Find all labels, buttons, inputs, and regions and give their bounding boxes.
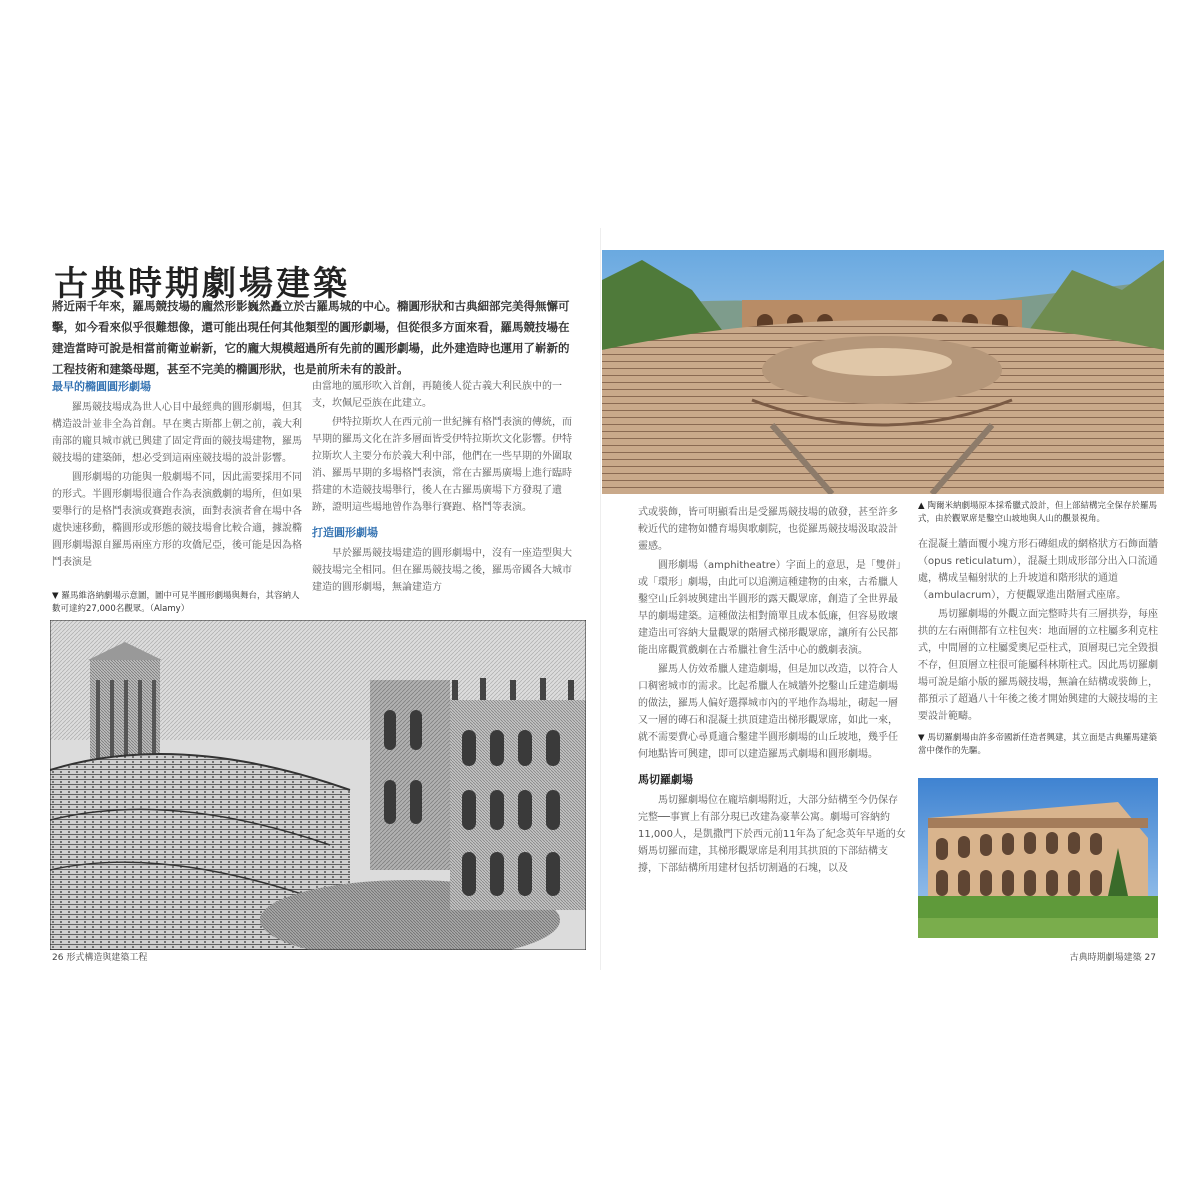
body-paragraph: 圓形劇場的功能與一般劇場不同，因此需要採用不同的形式。半圓形劇場很適合作為表演戲劇的場所，但如果要舉行的是格鬥表演或賽跑表演，面對表演者會在場中各處快速移動，橢圓形或形態的競技場會比較合適，據說橢圓形劇場源自羅馬兩座方形的攻僑尼亞，後可能是因為格鬥表演是 xyxy=(52,472,302,568)
page-title: 古典時期劇場建築 xyxy=(54,264,350,304)
photo-caption-bottom xyxy=(918,732,1158,758)
section-heading: 最早的橢圓圓形劇場 xyxy=(52,380,151,393)
photo-taormina-theater xyxy=(602,250,1164,494)
photo-marcellus-theater xyxy=(918,778,1158,938)
body-paragraph: 在混凝土牆面覆小塊方形石磚組成的網格狀方石飾面牆（opus reticulatum），混凝土則成形部分出入口流通處，構成呈輻射狀的上升坡道和階形狀的通道（ambulacrum），方便觀眾進出階層式座席。 xyxy=(918,539,1158,601)
right-column-1 xyxy=(638,504,906,879)
body-paragraph: 伊特拉斯坎人在西元前一世紀擁有格鬥表演的傳統，而早期的羅馬文化在許多層面皆受伊特拉斯坎文化影響。伊特拉斯坎人主要分布於義大利中部，他們在一些早期的外圍取消、羅馬早期的多場格鬥表演，常在古羅馬廣場上進行臨時搭建的木造競技場舉行，後人在古羅馬廣場下方發現了遺跡，證明這些場地曾作為舉行賽跑、格鬥等表演。 xyxy=(312,417,572,513)
image-caption xyxy=(52,590,302,616)
section-heading: 馬切羅劇場 xyxy=(638,773,693,786)
intro-paragraph: 將近兩千年來，羅馬競技場的龐然形影巍然矗立於古羅馬城的中心。橢圓形狀和古典細部完美得無懈可擊，如今看來似乎很難想像，還可能出現任何其他類型的圓形劇場，但從很多方面來看，羅馬競技場在建造當時可說是相當前衛並嶄新，它的龐大規模超過所有先前的圓形劇場，此外建造時也運用了嶄新的工程技術和建築母題，甚至不完美的橢圓形狀，也是前所未有的設計。 xyxy=(52,299,570,376)
caption-arrow-icon: ▼ xyxy=(52,591,59,601)
body-paragraph: 早於羅馬競技場建造的圓形劇場中，沒有一座造型與大競技場完全相同。但在羅馬競技場之後，羅馬帝國各大城市建造的圓形劇場，無論建造方 xyxy=(312,548,572,593)
section-heading: 打造圓形劇場 xyxy=(312,526,378,539)
body-paragraph: 馬切羅劇場位在龐培劇場附近，大部分結構至今仍保存完整──事實上有部分現已改建為豪華公寓。劇場可容納約11,000人，是凱撒門下於西元前11年為了紀念英年早逝的女婿馬切羅而建，其梯形觀眾席是利用其拱頂的下部結構支撐，下部結構所用建材包括切割過的石塊，以及 xyxy=(638,795,906,874)
body-paragraph: 圓形劇場（amphitheatre）字面上的意思，是「雙併」或「環形」劇場，由此可以追溯這種建物的由來，古希臘人鑿空山丘斜坡興建出半圓形的露天觀眾席，創造了全世界最早的劇場建築。這種做法相對簡單且成本低廉，但容易敗壞建造出可容納大量觀眾的階層式梯形觀眾席，讓所有公民都能出席觀賞戲劇在古希臘社會生活中心的戲劇表演。 xyxy=(638,560,906,656)
body-paragraph: 由當地的風形吹入首創，再隨後人從古義大利民族中的一支，坎佩尼亞族在此建立。 xyxy=(312,381,562,409)
body-paragraph: 式或裝飾，皆可明顯看出是受羅馬競技場的啟發，甚至許多較近代的建物如體育場與歌劇院，也從羅馬競技場汲取設計靈感。 xyxy=(638,507,898,552)
book-spread xyxy=(38,228,1162,970)
engraving-theater-illustration xyxy=(50,620,586,950)
right-column-2 xyxy=(918,536,1158,727)
body-paragraph: 馬切羅劇場的外觀立面完整時共有三層拱券，每座拱的左右兩側都有立柱包夾：地面層的立柱屬多利克柱式，中間層的立柱屬愛奧尼亞柱式，頂層現已完全毀損不存，但頂層立柱很可能屬科林斯柱式。因此馬切羅劇場可說是縮小版的羅馬競技場，無論在結構或裝飾上，都預示了超過八十年後之後才開始興建的大競技場的主要設計範疇。 xyxy=(918,609,1158,722)
caption-text: 馬切羅劇場由許多帝國新任造者興建，其立面是古典羅馬建築當中傑作的先驅。 xyxy=(918,733,1158,756)
left-column-1 xyxy=(52,378,302,573)
body-paragraph: 羅馬競技場成為世人心目中最經典的圓形劇場，但其構造設計並非全為首創。早在奧古斯都上朝之前，義大利南部的龐貝城市就已興建了固定背面的競技場建物，羅馬競技場的建築師，想必受到這兩座競技場的設計影響。 xyxy=(52,402,302,464)
left-column-2 xyxy=(312,378,576,598)
photo-caption-top xyxy=(918,500,1158,526)
body-paragraph: 羅馬人仿效希臘人建造劇場，但是加以改造，以符合人口稠密城市的需求。比起希臘人在城牆外挖鑿山丘建造劇場的做法，羅馬人偏好選擇城市內的平地作為場址，砌起一層又一層的磚石和混凝土拱頂建造出梯形觀眾席，如此一來，就不需要費心尋覓適合鑿建半圓形劇場的山丘坡地，幾乎任何地點皆可興建，即可以建造羅馬式劇場和圓形劇場。 xyxy=(638,664,898,760)
gutter xyxy=(600,228,601,970)
page-number-right: 古典時期劇場建築 27 xyxy=(1069,953,1156,963)
caption-text: 羅馬維洛納劇場示意圖，圖中可見半圓形劇場與舞台，其容納人數可達約27,000名觀眾。（Alamy） xyxy=(52,591,300,614)
caption-arrow-icon: ▼ xyxy=(918,733,925,743)
page-number-left: 26 形式構造與建築工程 xyxy=(52,953,148,963)
caption-text: 陶爾米納劇場原本採希臘式設計，但上部結構完全保存於羅馬式，由於觀眾席是鑿空山坡地與人山的觀景視角。 xyxy=(918,501,1158,524)
caption-arrow-icon: ▲ xyxy=(918,501,925,511)
